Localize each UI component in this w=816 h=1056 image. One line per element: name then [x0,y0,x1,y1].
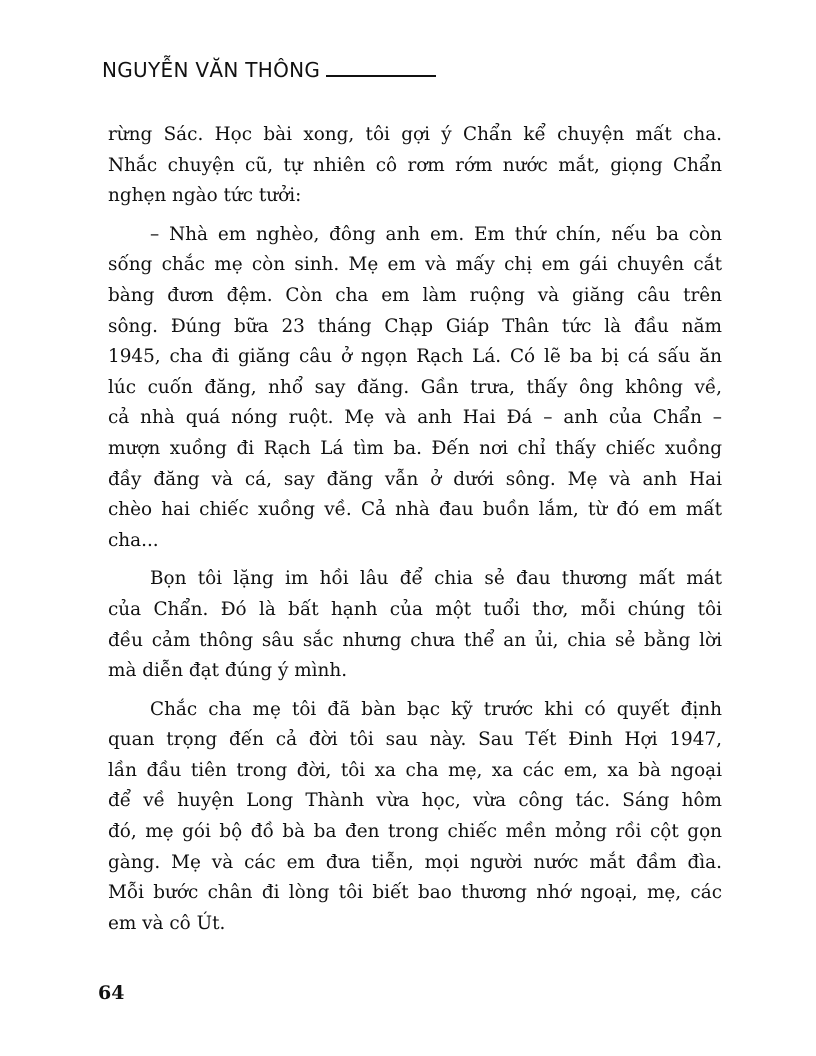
text-line: chèo hai chiếc xuồng về. Cả nhà đau buồn lắm, từ đó em mất [108,499,722,521]
text-line: cả nhà quá nóng ruột. Mẹ và anh Hai Đá – anh của Chẩn – [108,407,722,429]
author-name: NGUYỄN VĂN THÔNG [102,58,321,82]
text-line: Bọn tôi lặng im hồi lâu để chia sẻ đau thương mất mát [150,568,722,590]
paragraph [108,220,722,557]
text-line: – Nhà em nghèo, đông anh em. Em thứ chín, nếu ba còn [150,223,722,245]
text-line: nghẹn ngào tức tưởi: [108,185,302,207]
text-line: Chắc cha mẹ tôi đã bàn bạc kỹ trước khi có quyết định [150,698,722,720]
paragraph [108,120,722,212]
text-line: gàng. Mẹ và các em đưa tiễn, mọi người nước mắt đầm đìa. [108,851,722,873]
text-line: đều cảm thông sâu sắc nhưng chưa thể an ủi, chia sẻ bằng lời [108,629,722,651]
text-line: quan trọng đến cả đời tôi sau này. Sau Tết Đinh Hợi 1947, [108,729,722,751]
text-line: Nhắc chuyện cũ, tự nhiên cô rơm rớm nước mắt, giọng Chẩn [108,154,722,176]
text-line: sông. Đúng bữa 23 tháng Chạp Giáp Thân tức là đầu năm [108,315,722,337]
text-line: của Chẩn. Đó là bất hạnh của một tuổi thơ, mỗi chúng tôi [108,598,722,620]
text-line: Mỗi bước chân đi lòng tôi biết bao thương nhớ ngoại, mẹ, các [108,882,722,904]
paragraph [108,695,722,940]
text-line: em và cô Út. [108,912,226,934]
text-line: lúc cuốn đăng, nhổ say đăng. Gần trưa, thấy ông không về, [108,376,722,398]
text-line: để về huyện Long Thành vừa học, vừa công tác. Sáng hôm [108,790,722,812]
page-body [108,120,722,939]
text-line: 1945, cha đi giăng câu ở ngọn Rạch Lá. Có lẽ ba bị cá sấu ăn [108,346,722,368]
text-line: đó, mẹ gói bộ đồ bà ba đen trong chiếc mền mỏng rồi cột gọn [108,821,722,843]
text-line: mượn xuồng đi Rạch Lá tìm ba. Đến nơi chỉ thấy chiếc xuồng [108,437,722,459]
text-line: đầy đăng và cá, say đăng vẫn ở dưới sông. Mẹ và anh Hai [108,468,722,490]
text-line: rừng Sác. Học bài xong, tôi gợi ý Chẩn kể chuyện mất cha. [108,124,722,145]
running-header [102,58,436,82]
text-line: cha... [108,529,159,551]
header-rule [326,75,436,77]
text-line: mà diễn đạt đúng ý mình. [108,660,348,682]
text-line: sống chắc mẹ còn sinh. Mẹ em và mấy chị em gái chuyên cắt [108,254,722,276]
text-line: lần đầu tiên trong đời, tôi xa cha mẹ, xa các em, xa bà ngoại [108,759,722,781]
text-line: bàng đươn đệm. Còn cha em làm ruộng và giăng câu trên [108,284,722,306]
paragraph [108,564,722,686]
page-number: 64 [98,982,125,1004]
